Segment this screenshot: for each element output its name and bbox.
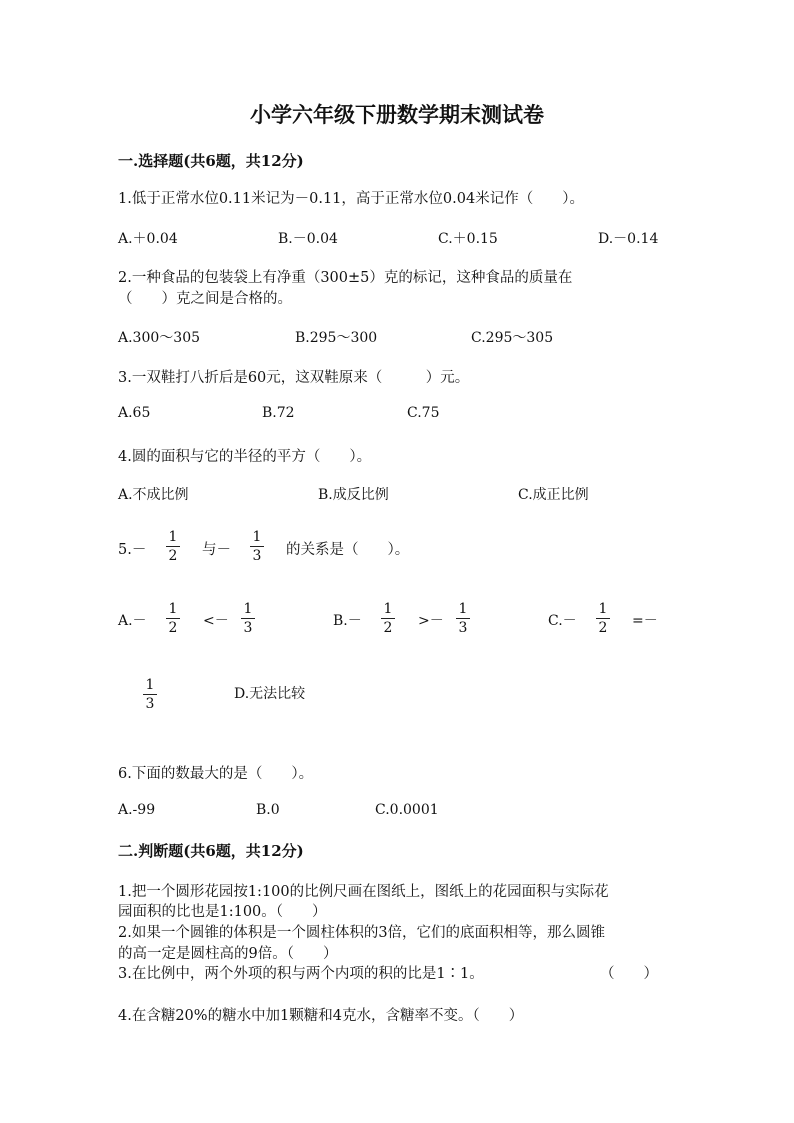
q5-option-b-prefix: B.－ [333, 613, 362, 629]
q1-option-b: B.－0.04 [278, 231, 338, 247]
fraction-bar [166, 546, 180, 547]
q5-option-a-fraction-third [241, 601, 255, 636]
fraction-denominator: 2 [383, 620, 393, 636]
fraction-numerator: 1 [145, 677, 155, 693]
q5-option-b-fraction-half [381, 601, 395, 636]
judgement-3: 3.在比例中，两个外项的积与两个内项的积的比是1∶1。 [118, 966, 484, 982]
fraction-denominator: 2 [168, 548, 178, 564]
fraction-numerator: 1 [598, 601, 608, 617]
q6-option-b: B.0 [256, 802, 280, 818]
fraction-numerator: 1 [168, 601, 178, 617]
q1-option-c: C.＋0.15 [438, 231, 498, 247]
q2-option-a: A.300～305 [118, 330, 201, 346]
fraction-bar [166, 618, 180, 619]
fraction-denominator: 3 [252, 548, 262, 564]
q5-option-d: D.无法比较 [234, 686, 306, 702]
question-3: 3.一双鞋打八折后是60元，这双鞋原来（ ）元。 [118, 370, 470, 386]
q1-option-d: D.－0.14 [598, 231, 659, 247]
q5-option-a-fraction-half [166, 601, 180, 636]
q6-option-a: A.-99 [118, 802, 156, 818]
question-5-mid: 与－ [202, 542, 231, 558]
question-2-line-2: （ ）克之间是合格的。 [118, 291, 292, 307]
judgement-2-line-1: 2.如果一个圆锥的体积是一个圆柱体积的3倍，它们的底面积相等，那么圆锥 [118, 925, 606, 941]
judgement-3-answer-paren: （ ） [600, 966, 658, 982]
q5-option-b-operator: >－ [418, 613, 444, 629]
fraction-denominator: 3 [145, 696, 155, 712]
judgement-1-line-1: 1.把一个圆形花园按1:100的比例尺画在图纸上，图纸上的花园面积与实际花 [118, 884, 609, 900]
q6-option-c: C.0.0001 [375, 802, 439, 818]
q5-option-c-fraction-half [596, 601, 610, 636]
question-4: 4.圆的面积与它的半径的平方（ ）。 [118, 449, 372, 465]
fraction-bar [596, 618, 610, 619]
q1-option-a: A.＋0.04 [118, 231, 178, 247]
q5-option-c-operator: =－ [632, 613, 658, 629]
section-heading-choice: 一.选择题(共6题，共12分) [118, 152, 304, 170]
q2-option-c: C.295～305 [471, 330, 554, 346]
q5-option-c-fraction-third [143, 677, 157, 712]
q5-fraction-third [250, 529, 264, 564]
q5-option-a-operator: <－ [203, 613, 229, 629]
fraction-numerator: 1 [458, 601, 468, 617]
fraction-numerator: 1 [252, 529, 262, 545]
q5-option-a-prefix: A.－ [118, 613, 147, 629]
fraction-numerator: 1 [243, 601, 253, 617]
fraction-denominator: 3 [243, 620, 253, 636]
q3-option-c: C.75 [407, 405, 440, 421]
fraction-numerator: 1 [383, 601, 393, 617]
q4-option-b: B.成反比例 [318, 487, 389, 503]
question-5-suffix: 的关系是（ ）。 [286, 542, 410, 558]
section-heading-judgement: 二.判断题(共6题，共12分) [118, 842, 304, 860]
q4-option-a: A.不成比例 [118, 487, 189, 503]
q5-option-c-prefix: C.－ [548, 613, 577, 629]
question-6: 6.下面的数最大的是（ ）。 [118, 766, 314, 782]
judgement-2-line-2: 的高一定是圆柱高的9倍。（ ） [118, 946, 338, 962]
q3-option-a: A.65 [118, 405, 151, 421]
q5-option-b-fraction-third [456, 601, 470, 636]
q4-option-c: C.成正比例 [518, 487, 589, 503]
fraction-bar [241, 618, 255, 619]
fraction-numerator: 1 [168, 529, 178, 545]
question-2-line-1: 2.一种食品的包装袋上有净重（300±5）克的标记，这种食品的质量在 [118, 270, 573, 286]
q2-option-b: B.295～300 [295, 330, 378, 346]
fraction-bar [456, 618, 470, 619]
fraction-bar [250, 546, 264, 547]
fraction-denominator: 2 [168, 620, 178, 636]
judgement-4: 4.在含糖20%的糖水中加1颗糖和4克水，含糖率不变。（ ） [118, 1008, 524, 1024]
fraction-bar [381, 618, 395, 619]
question-1: 1.低于正常水位0.11米记为－0.11，高于正常水位0.04米记作（ ）。 [118, 191, 584, 207]
question-5-prefix: 5.－ [118, 542, 147, 558]
page-title: 小学六年级下册数学期末测试卷 [250, 102, 544, 127]
fraction-denominator: 3 [458, 620, 468, 636]
judgement-1-line-2: 园面积的比也是1:100。（ ） [118, 904, 327, 920]
fraction-bar [143, 694, 157, 695]
q5-fraction-half [166, 529, 180, 564]
q3-option-b: B.72 [262, 405, 295, 421]
fraction-denominator: 2 [598, 620, 608, 636]
